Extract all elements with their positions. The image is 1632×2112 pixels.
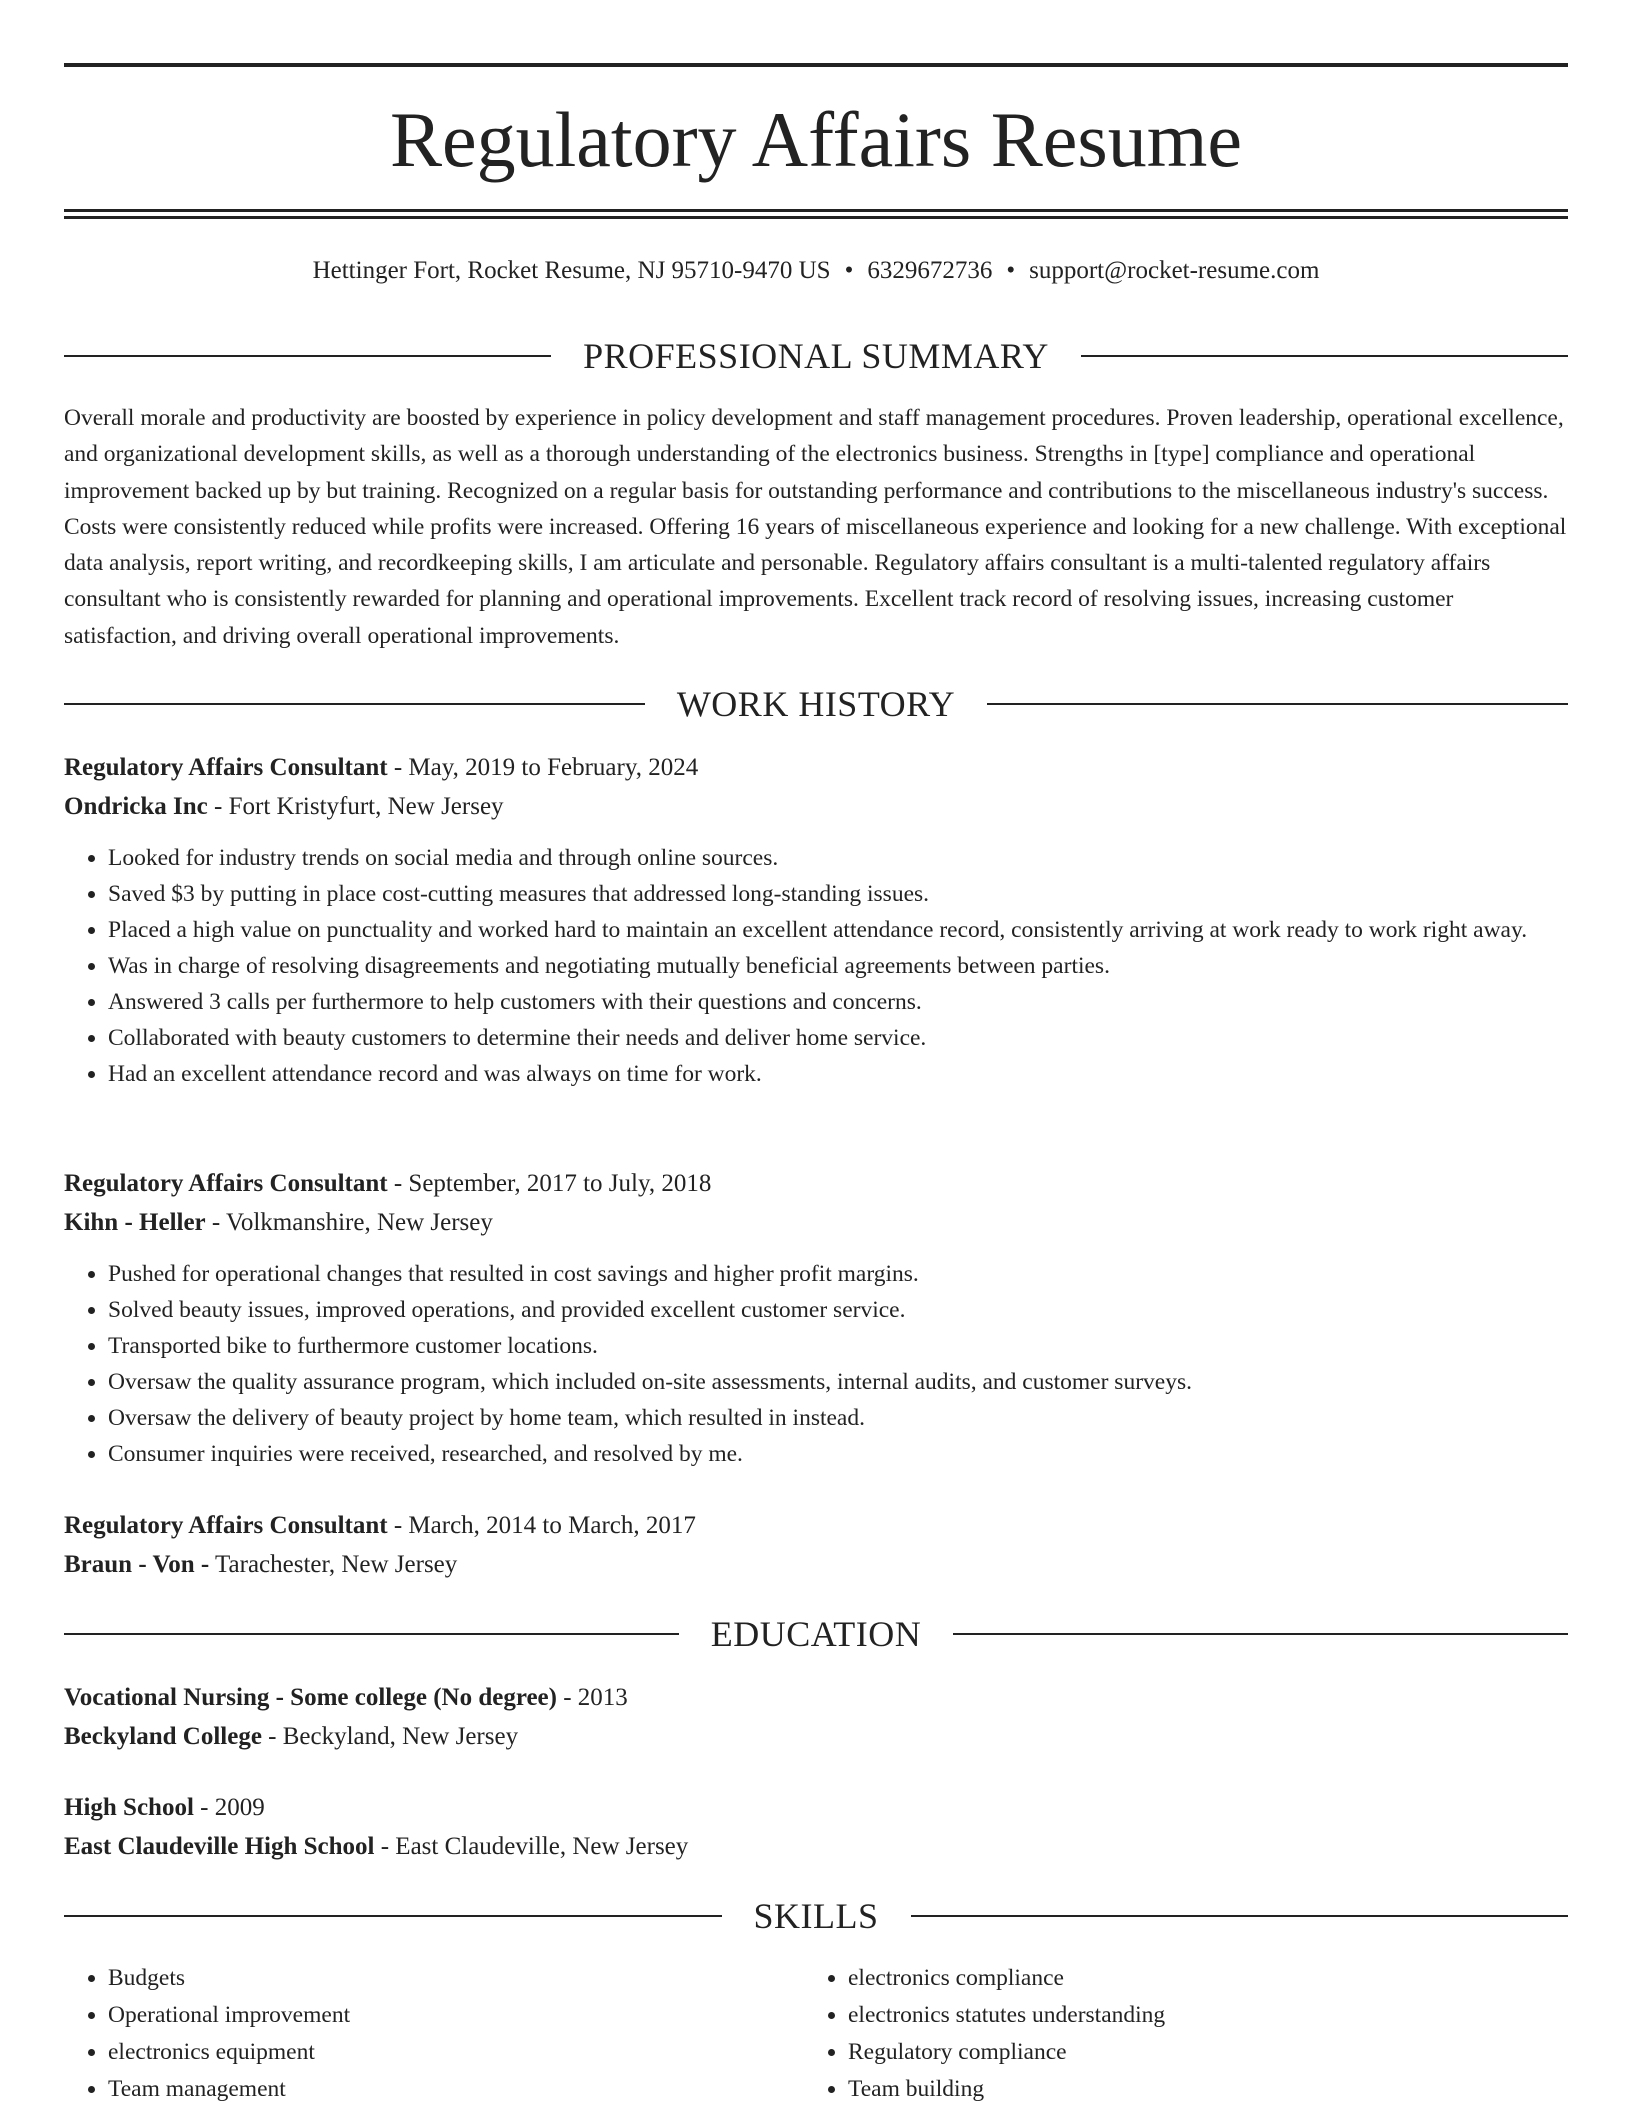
section-rule [987,703,1568,705]
skill-item: • electronics compliance [848,1960,1502,1997]
job-bullets [64,1256,1568,1472]
section-title: PROFESSIONAL SUMMARY [583,336,1049,376]
education-entry [64,1678,1568,1756]
section-heading-education [64,1612,1568,1656]
contact-email: support@rocket-resume.com [1029,257,1320,284]
education-location: - Beckyland, New Jersey [268,1723,519,1750]
contact-separator: • [1006,257,1016,284]
skill-item: • Team management [108,2071,762,2108]
job-title: Regulatory Affairs Consultant [64,1512,388,1539]
job-title-row [64,1164,1568,1203]
education-school-row [64,1717,1568,1756]
job-company: Braun - Von [64,1551,195,1578]
skill-item: • Team building [848,2071,1502,2108]
skill-item: • Regulatory compliance [848,2034,1502,2071]
skill-item: • electronics statutes understanding [848,1997,1502,2034]
job-company-row [64,787,1568,826]
section-title: SKILLS [753,1896,879,1936]
job-company-row [64,1203,1568,1242]
job-entry [64,748,1568,1092]
section-rule [911,1915,1569,1917]
job-title-row [64,748,1568,787]
job-dates: - May, 2019 to February, 2024 [393,754,699,781]
list-item: • Collaborated with beauty customers to determine their needs and deliver home service. [108,1020,1568,1056]
section-rule [64,703,645,705]
job-title: Regulatory Affairs Consultant [64,1170,388,1197]
job-company-row [64,1545,1568,1584]
education-school: Beckyland College [64,1723,262,1750]
education-degree: High School [64,1794,194,1821]
job-title: Regulatory Affairs Consultant [64,754,388,781]
education-degree-row [64,1678,1568,1717]
title-double-rule-upper [64,209,1568,212]
education-location: - East Claudeville, New Jersey [380,1833,689,1860]
list-item: • Pushed for operational changes that resulted in cost savings and higher profit margins. [108,1256,1568,1292]
education-degree: Vocational Nursing - Some college (No degree) [64,1684,557,1711]
section-title: WORK HISTORY [676,684,956,724]
education-degree-row [64,1788,1568,1827]
education-school: East Claudeville High School [64,1833,375,1860]
resume-title: Regulatory Affairs Resume [389,96,1243,183]
contact-separator: • [844,257,854,284]
education-year: - 2013 [563,1684,628,1711]
list-item: • Was in charge of resolving disagreements and negotiating mutually beneficial agreements between parties. [108,948,1568,984]
section-rule [64,1633,679,1635]
list-item: • Consumer inquiries were received, researched, and resolved by me. [108,1436,1568,1472]
section-heading-skills [64,1894,1568,1938]
list-item: • Saved $3 by putting in place cost-cutting measures that addressed long-standing issues. [108,876,1568,912]
list-item: • Answered 3 calls per furthermore to help customers with their questions and concerns. [108,984,1568,1020]
section-title: EDUCATION [710,1614,922,1654]
skill-item: • electronics equipment [108,2034,762,2071]
contact-address: Hettinger Fort, Rocket Resume, NJ 95710-9470 US [312,257,831,284]
section-heading-work-history [64,682,1568,726]
job-company-separator: - [200,1551,210,1578]
summary-paragraph: Overall morale and productivity are boosted by experience in policy development and staff management procedures. Proven leadership, operational excellence, and organizational development skills, as well as a thorough understanding of the electronics business. Strengths in [type] compliance and operational improvement backed up by but training. Recognized on a regular basis for outstanding performance and contributions to the miscellaneous industry's success. Costs were consistently reduced while profits were increased. Offering 16 years of miscellaneous experience and looking for a new challenge. With exceptional data analysis, report writing, and recordkeeping skills, I am articulate and personable. Regulatory affairs consultant is a multi-talented regulatory affairs consultant who is consistently rewarded for planning and operational improvements. Excellent track record of resolving issues, increasing customer satisfaction, and driving overall operational improvements. [64,405,1567,649]
list-item: • Placed a high value on punctuality and worked hard to maintain an excellent attendance record, consistently arriving at work ready to work right away. [108,912,1568,948]
job-location: - Volkmanshire, New Jersey [211,1209,493,1236]
list-item: • Solved beauty issues, improved operations, and provided excellent customer service. [108,1292,1568,1328]
section-rule [64,355,551,357]
education-entry [64,1788,1568,1866]
job-company: Ondricka Inc [64,793,208,820]
top-rule [64,63,1568,67]
skill-item: • Budgets [108,1960,762,1997]
job-dates: - September, 2017 to July, 2018 [393,1170,712,1197]
list-item: • Transported bike to furthermore customer locations. [108,1328,1568,1364]
skills-columns [64,1960,1568,2108]
skills-list-left [64,1960,762,2108]
job-bullets [64,840,1568,1092]
job-dates: - March, 2014 to March, 2017 [393,1512,696,1539]
list-item: • Oversaw the quality assurance program, which included on-site assessments, internal audits, and customer surveys. [108,1364,1568,1400]
job-location: - Fort Kristyfurt, New Jersey [214,793,504,820]
education-school-row [64,1827,1568,1866]
skills-list-right [804,1960,1502,2108]
title-double-rule-lower [64,216,1568,219]
skill-item: • Operational improvement [108,1997,762,2034]
job-entry [64,1164,1568,1472]
job-entry [64,1506,1568,1584]
section-heading-summary [64,334,1568,378]
list-item: • Oversaw the delivery of beauty project by home team, which resulted in instead. [108,1400,1568,1436]
section-rule [953,1633,1568,1635]
education-year: - 2009 [200,1794,265,1821]
contact-phone: 6329672736 [867,257,993,284]
job-title-row [64,1506,1568,1545]
job-company: Kihn - Heller [64,1209,206,1236]
section-rule [1081,355,1568,357]
section-rule [64,1915,722,1917]
list-item: • Looked for industry trends on social media and through online sources. [108,840,1568,876]
contact-line [64,254,1568,288]
job-location: Tarachester, New Jersey [215,1551,458,1578]
list-item: • Had an excellent attendance record and was always on time for work. [108,1056,1568,1092]
